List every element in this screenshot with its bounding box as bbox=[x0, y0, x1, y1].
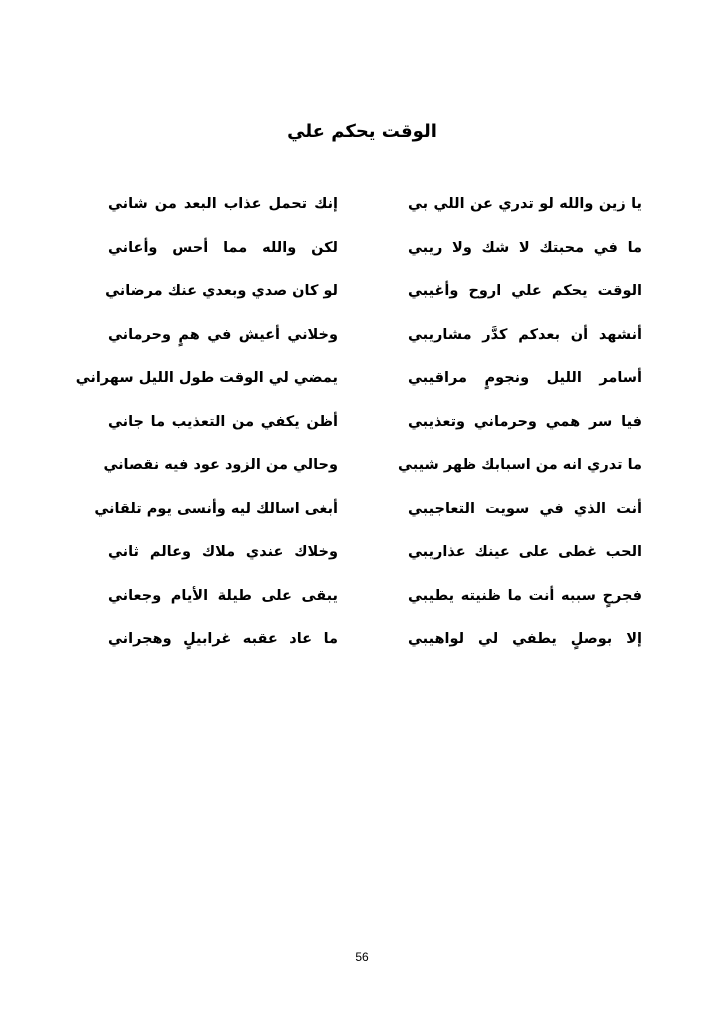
verse-row bbox=[0, 538, 724, 582]
verse-second-hemistich: أظن يكفي من التعذيب ما جاني bbox=[108, 413, 338, 430]
verse-second-hemistich: وخلاك عندي ملاك وعالم ثاني bbox=[108, 544, 338, 560]
verse-first-hemistich: ما تدري انه من اسبابك ظهر شيبي bbox=[398, 457, 642, 473]
verse-second-hemistich: لو كان صدي وبعدي عنك مرضاني bbox=[105, 283, 338, 299]
verse-first-hemistich: أنشهد أن بعدكم كدَّر مشاريبي bbox=[408, 326, 642, 343]
verse-row bbox=[0, 277, 724, 321]
verse-row bbox=[0, 190, 724, 234]
poem-verses bbox=[0, 190, 724, 669]
verse-first-hemistich: أسامر الليل ونجومٍ مراقيبي bbox=[408, 370, 642, 386]
verse-first-hemistich: فجرحٍ سببه أنت ما ظنيته يطيبي bbox=[408, 587, 642, 604]
page-number: 56 bbox=[355, 950, 369, 964]
verse-row bbox=[0, 495, 724, 539]
verse-first-hemistich: ما في محبتك لا شك ولا ريبي bbox=[408, 239, 642, 256]
verse-second-hemistich: ما عاد عقبه غرابيلٍ وهجراني bbox=[108, 631, 338, 647]
verse-second-hemistich: يبقى على طيلة الأيام وجعاني bbox=[108, 587, 338, 604]
verse-second-hemistich: أبغى اسالك ليه وأنسى يوم تلقاني bbox=[94, 500, 338, 517]
verse-row bbox=[0, 364, 724, 408]
verse-first-hemistich: إلا بوصلٍ يطفي لي لواهيبي bbox=[408, 631, 642, 647]
verse-row bbox=[0, 451, 724, 495]
verse-row bbox=[0, 408, 724, 452]
verse-second-hemistich: إنك تحمل عذاب البعد من شاني bbox=[108, 196, 338, 212]
verse-row bbox=[0, 234, 724, 278]
verse-first-hemistich: فيا سر همي وحرماني وتعذيبي bbox=[408, 413, 642, 430]
poem-title: الوقت يحكم علي bbox=[287, 121, 437, 142]
verse-second-hemistich: وخلاني أعيش في همٍ وحرماني bbox=[108, 326, 338, 343]
verse-second-hemistich: وحالي من الزود عود فيه نقصاني bbox=[103, 457, 338, 473]
verse-row bbox=[0, 321, 724, 365]
verse-second-hemistich: لكن والله مما أحس وأعاني bbox=[108, 239, 338, 256]
verse-first-hemistich: الوقت يحكم علي اروح وأغيبي bbox=[408, 283, 642, 299]
verse-first-hemistich: يا زين والله لو تدري عن اللي بي bbox=[408, 196, 642, 212]
verse-row bbox=[0, 582, 724, 626]
verse-first-hemistich: الحب غطى على عينك عذاريبي bbox=[408, 544, 642, 560]
verse-first-hemistich: أنت الذي في سويت التعاجيبي bbox=[408, 500, 642, 517]
verse-row bbox=[0, 625, 724, 669]
verse-second-hemistich: يمضي لي الوقت طول الليل سهراني bbox=[75, 370, 338, 386]
